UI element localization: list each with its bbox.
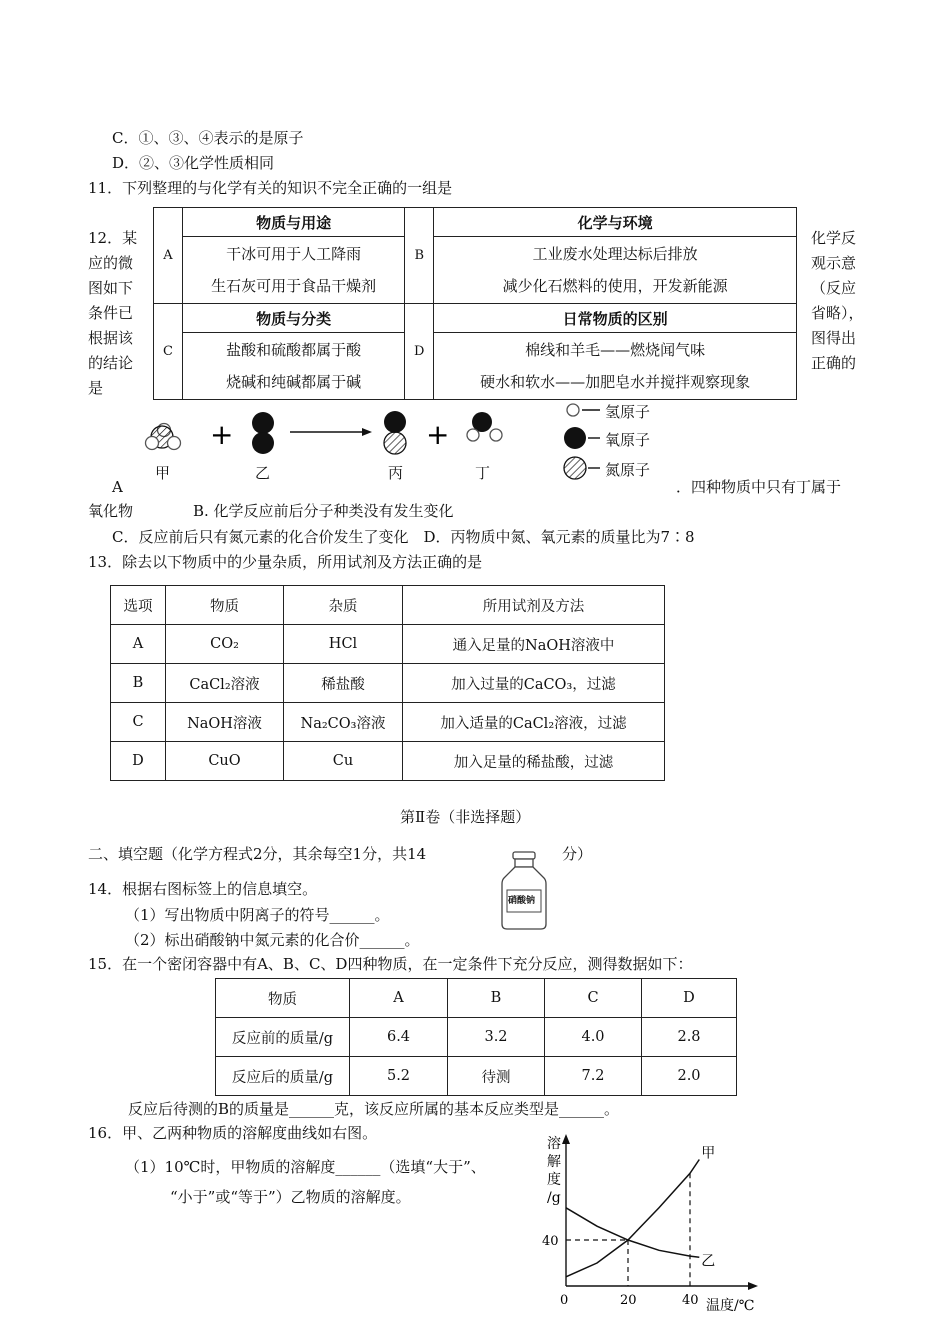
q12-line2: 氧化物 B. 化学反应前后分子种类没有发生变化 xyxy=(88,502,454,520)
fill-heading: 二、填空题（化学方程式2分，其余每空1分，共14 xyxy=(88,845,427,863)
table-row: B CaCl₂溶液 稀盐酸 加入过量的CaCO₃，过滤 xyxy=(111,664,665,703)
y-axis-label: 度 xyxy=(547,1172,561,1188)
table-header: 选项 xyxy=(111,586,166,625)
table-header: 所用试剂及方法 xyxy=(403,586,665,625)
y-axis-arrow xyxy=(562,1134,570,1144)
q16-part1: （1）10℃时，甲物质的溶解度______（选填“大于”、 xyxy=(125,1158,486,1176)
q11-title-a: 物质与用途 xyxy=(183,208,405,237)
q12-left-line: 应的微 xyxy=(88,254,134,272)
label-ding: 丁 xyxy=(475,464,491,482)
q12-left-line: 条件已 xyxy=(88,304,134,322)
q16-stem: 16．甲、乙两种物质的溶解度曲线如右图。 xyxy=(88,1124,378,1142)
legend-hydrogen xyxy=(567,404,600,416)
q14-part1: （1）写出物质中阴离子的符号______。 xyxy=(125,906,390,924)
legend-label-hydrogen: 氢原子 xyxy=(605,403,651,421)
q12-right-line: 观示意 xyxy=(811,254,857,272)
q12-left-wrap xyxy=(88,226,137,401)
legend-label-oxygen: 氧原子 xyxy=(605,431,651,449)
tick-label: 20 xyxy=(620,1293,637,1308)
series-line-1 xyxy=(566,1208,699,1258)
table-header: 物质 xyxy=(166,586,284,625)
q11-label-c: C xyxy=(154,304,183,400)
legend-nitrogen xyxy=(564,457,600,479)
table-header-row xyxy=(111,586,665,625)
table-row: 反应后的质量/g 5.2 待测 7.2 2.0 xyxy=(216,1057,737,1096)
molecule-ding xyxy=(467,412,502,441)
q11-content-a: 干冰可用于人工降雨 生石灰可用于食品干燥剂 xyxy=(183,237,405,304)
q15-stem: 15．在一个密闭容器中有A、B、C、D四种物质，在一定条件下充分反应，测得数据如下： xyxy=(88,955,693,973)
q11-title-c: 物质与分类 xyxy=(183,304,405,333)
q12-right-line: 省略）， xyxy=(811,304,864,322)
q15-table xyxy=(215,978,737,1096)
q11-table xyxy=(153,207,797,400)
plus-sign: + xyxy=(210,418,234,451)
q12-right-line: 化学反 xyxy=(811,229,857,247)
molecule-bing xyxy=(384,411,406,454)
q11-title-d: 日常物质的区别 xyxy=(434,304,797,333)
q12-option-a-text: ．四种物质中只有丁属于 xyxy=(676,478,842,496)
table-row: A CO₂ HCl 通入足量的NaOH溶液中 xyxy=(111,625,665,664)
q13-table xyxy=(110,585,665,781)
table-header-row: 物质 A B C D xyxy=(216,979,737,1018)
y-axis-label: 解 xyxy=(547,1154,561,1170)
label-yi: 乙 xyxy=(255,464,271,482)
q11-content-d: 棉线和羊毛——燃烧闻气味 硬水和软水——加肥皂水并搅拌观察现象 xyxy=(434,333,797,400)
q11-content-b: 工业废水处理达标后排放 减少化石燃料的使用，开发新能源 xyxy=(434,237,797,304)
q10-option-c: C．①、③、④表示的是原子 xyxy=(112,129,304,147)
series-label: 甲 xyxy=(701,1145,716,1162)
q11-stem: 11．下列整理的与化学有关的知识不完全正确的一组是 xyxy=(88,179,453,197)
molecule-jia xyxy=(146,424,181,450)
q12-right-line: 正确的 xyxy=(811,354,857,372)
q12-option-a-letter: A xyxy=(112,478,123,496)
q12-right-line: （反应 xyxy=(811,279,857,297)
tick-label: 40 xyxy=(682,1293,699,1308)
q11-label-d: D xyxy=(405,304,434,400)
q14-stem: 14．根据右图标签上的信息填空。 xyxy=(88,880,318,898)
label-bing: 丙 xyxy=(388,464,404,482)
x-axis-label: 温度/℃ xyxy=(706,1298,755,1314)
q12-right-line: 图得出 xyxy=(811,329,857,347)
fill-heading-tail: 分） xyxy=(562,845,593,863)
q12-left-line: 图如下 xyxy=(88,279,134,297)
table-header: 杂质 xyxy=(284,586,403,625)
y-axis-label: 溶 xyxy=(547,1136,561,1152)
q13-stem: 13．除去以下物质中的少量杂质，所用试剂及方法正确的是 xyxy=(88,553,483,571)
solubility-chart xyxy=(530,1130,780,1320)
y-axis-label: /g xyxy=(547,1190,561,1206)
q11-content-c: 盐酸和硫酸都属于酸 烧碱和纯碱都属于碱 xyxy=(183,333,405,400)
q12-left-line: 12．某 xyxy=(88,229,138,247)
q11-title-b: 化学与环境 xyxy=(434,208,797,237)
table-row: C NaOH溶液 Na₂CO₃溶液 加入适量的CaCl₂溶液，过滤 xyxy=(111,703,665,742)
tick-label: 0 xyxy=(560,1293,569,1308)
q12-left-line: 根据该 xyxy=(88,329,134,347)
table-row: 反应前的质量/g 6.4 3.2 4.0 2.8 xyxy=(216,1018,737,1057)
table-row: D CuO Cu 加入足量的稀盐酸，过滤 xyxy=(111,742,665,781)
legend-oxygen xyxy=(564,427,600,449)
q14-part2: （2）标出硝酸钠中氮元素的化合价______。 xyxy=(125,931,420,949)
molecule-yi xyxy=(252,412,274,454)
legend-label-nitrogen: 氮原子 xyxy=(605,461,651,479)
series-line-0 xyxy=(566,1160,699,1277)
series-label: 乙 xyxy=(701,1253,716,1270)
section-title: 第Ⅱ卷（非选择题） xyxy=(400,808,531,826)
q16-part1b: “小于”或“等于”）乙物质的溶解度。 xyxy=(170,1188,411,1206)
q12-left-line: 是 xyxy=(88,379,104,397)
q12-line3: C．反应前后只有氮元素的化合价发生了变化 D．丙物质中氮、氧元素的质量比为7∶8 xyxy=(112,528,695,546)
label-jia: 甲 xyxy=(155,464,171,482)
q10-option-d: D．②、③化学性质相同 xyxy=(112,154,275,172)
x-axis-arrow xyxy=(748,1282,758,1290)
tick-label: 40 xyxy=(542,1234,559,1249)
reagent-bottle-icon xyxy=(496,850,552,932)
q11-label-b: B xyxy=(405,208,434,304)
bottle-label: 硝酸钠 xyxy=(508,896,536,906)
q15-after: 反应后待测的B的质量是______克，该反应所属的基本反应类型是______。 xyxy=(128,1100,620,1118)
q11-label-a: A xyxy=(154,208,183,304)
q12-right-wrap xyxy=(811,226,864,376)
plus-sign: + xyxy=(426,418,450,451)
q12-left-line: 的结论 xyxy=(88,354,134,372)
